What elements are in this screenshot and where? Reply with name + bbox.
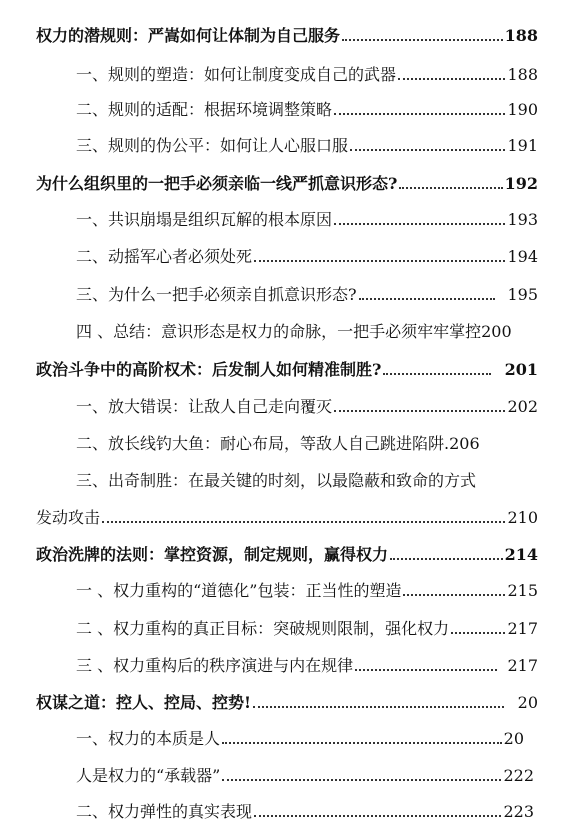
toc-entry-title: 政治斗争中的高阶权术：后发制人如何精准制胜? — [36, 360, 382, 379]
toc-entry-page: 192 — [504, 174, 538, 193]
dot-leader — [334, 410, 505, 412]
dot-leader — [253, 706, 504, 708]
toc-entry-title: 一、共识崩塌是组织瓦解的根本原因 — [76, 210, 333, 229]
toc-section-entry[interactable] — [76, 762, 534, 786]
toc-section-entry[interactable] — [76, 577, 538, 601]
toc-entry-title: 为什么组织里的一把手必须亲临一线严抓意识形态? — [36, 174, 398, 193]
toc-section-entry[interactable] — [76, 132, 538, 156]
toc-entry-title: 三、为什么一把手必须亲自抓意识形态? — [76, 285, 357, 304]
toc-entry-page: 215 — [507, 581, 538, 600]
dot-leader — [403, 594, 505, 596]
toc-entry-title: 三、出奇制胜：在最关键的时刻，以最隐蔽和致命的方式 — [76, 471, 477, 490]
toc-entry-page: 217 — [507, 656, 538, 675]
toc-section-entry[interactable] — [76, 798, 534, 822]
toc-entry-title: 三 、权力重构后的秩序演进与内在规律 — [76, 656, 354, 675]
dot-leader — [383, 373, 490, 375]
toc-section-entry[interactable] — [76, 96, 538, 120]
toc-entry-title: 权力的潜规则：严嵩如何让体制为自己服务 — [36, 26, 341, 45]
toc-entry-title: 二、动摇军心者必须处死 — [76, 247, 253, 266]
toc-entry-title: 二、权力弹性的真实表现 — [76, 802, 253, 821]
toc-entry-page: 20 — [503, 729, 524, 748]
toc-entry-title: 一、规则的塑造：如何让制度变成自己的武器 — [76, 65, 397, 84]
toc-section-entry[interactable] — [76, 430, 538, 454]
toc-entry-page: 223 — [503, 802, 534, 821]
dot-leader — [359, 298, 496, 300]
toc-chapter-entry[interactable] — [36, 541, 538, 565]
toc-section-entry[interactable] — [76, 281, 538, 305]
toc-section-entry[interactable] — [76, 652, 538, 676]
toc-continuation-entry[interactable] — [36, 504, 538, 528]
toc-entry-page: 188 — [504, 26, 538, 45]
dot-leader — [398, 78, 505, 80]
toc-entry-title: 人是权力的“承载器” — [76, 766, 221, 785]
toc-section-entry[interactable] — [76, 318, 556, 342]
dot-leader — [254, 260, 505, 262]
dot-leader — [355, 669, 497, 671]
toc-chapter-entry[interactable] — [36, 689, 538, 713]
toc-entry-page: 214 — [504, 545, 538, 564]
dot-leader — [390, 558, 503, 560]
toc-entry-page: 191 — [507, 136, 538, 155]
toc-section-entry[interactable] — [76, 243, 538, 267]
toc-section-entry[interactable] — [76, 393, 538, 417]
dot-leader — [399, 187, 502, 189]
toc-entry-page: 217 — [507, 619, 538, 638]
toc-entry-page: 201 — [504, 360, 538, 379]
toc-entry-page: 200 — [481, 322, 512, 341]
toc-entry-page: 202 — [507, 397, 538, 416]
toc-entry-page: 210 — [507, 508, 538, 527]
toc-section-entry[interactable] — [76, 615, 538, 639]
toc-chapter-entry[interactable] — [36, 170, 538, 194]
toc-chapter-entry[interactable] — [36, 22, 538, 46]
toc-entry-page: 194 — [507, 247, 538, 266]
toc-section-entry[interactable] — [76, 61, 538, 85]
dot-leader — [334, 223, 505, 225]
toc-entry-title: 二、放长线钓大鱼：耐心布局，等敌人自己跳进陷阱. — [76, 434, 450, 453]
toc-entry-title: 二 、权力重构的真正目标：突破规则限制，强化权力 — [76, 619, 450, 638]
toc-section-entry[interactable] — [76, 467, 538, 491]
dot-leader — [334, 113, 505, 115]
dot-leader — [254, 815, 501, 817]
dot-leader — [102, 521, 505, 523]
toc-entry-page: 193 — [507, 210, 538, 229]
toc-entry-title: 权谋之道：控人、控局、控势! — [36, 693, 252, 712]
toc-entry-page: 190 — [507, 100, 538, 119]
dot-leader — [222, 742, 502, 744]
toc-entry-title: 一、权力的本质是人 — [76, 729, 221, 748]
dot-leader — [342, 39, 503, 41]
toc-entry-title: 四 、总结：意识形态是权力的命脉，一把手必须牢牢掌控 — [76, 322, 482, 341]
toc-entry-title: 一 、权力重构的“道德化”包装：正当性的塑造 — [76, 581, 402, 600]
toc-entry-page: 222 — [503, 766, 534, 785]
toc-entry-title: 二、规则的适配：根据环境调整策略 — [76, 100, 333, 119]
dot-leader — [222, 779, 501, 781]
toc-entry-page: 188 — [507, 65, 538, 84]
toc-entry-title: 发动攻击 — [36, 508, 101, 527]
toc-entry-title: 三、规则的伪公平：如何让人心服口服 — [76, 136, 349, 155]
toc-entry-page: 20 — [517, 693, 538, 712]
toc-section-entry[interactable] — [76, 206, 538, 230]
toc-section-entry[interactable] — [76, 725, 524, 749]
toc-entry-page: 195 — [507, 285, 538, 304]
toc-chapter-entry[interactable] — [36, 356, 538, 380]
toc-entry-title: 一、放大错误：让敌人自己走向覆灭 — [76, 397, 333, 416]
toc-entry-title: 政治洗牌的法则：掌控资源，制定规则，赢得权力 — [36, 545, 389, 564]
toc-entry-page: 206 — [449, 434, 480, 453]
dot-leader — [451, 632, 505, 634]
dot-leader — [350, 149, 505, 151]
